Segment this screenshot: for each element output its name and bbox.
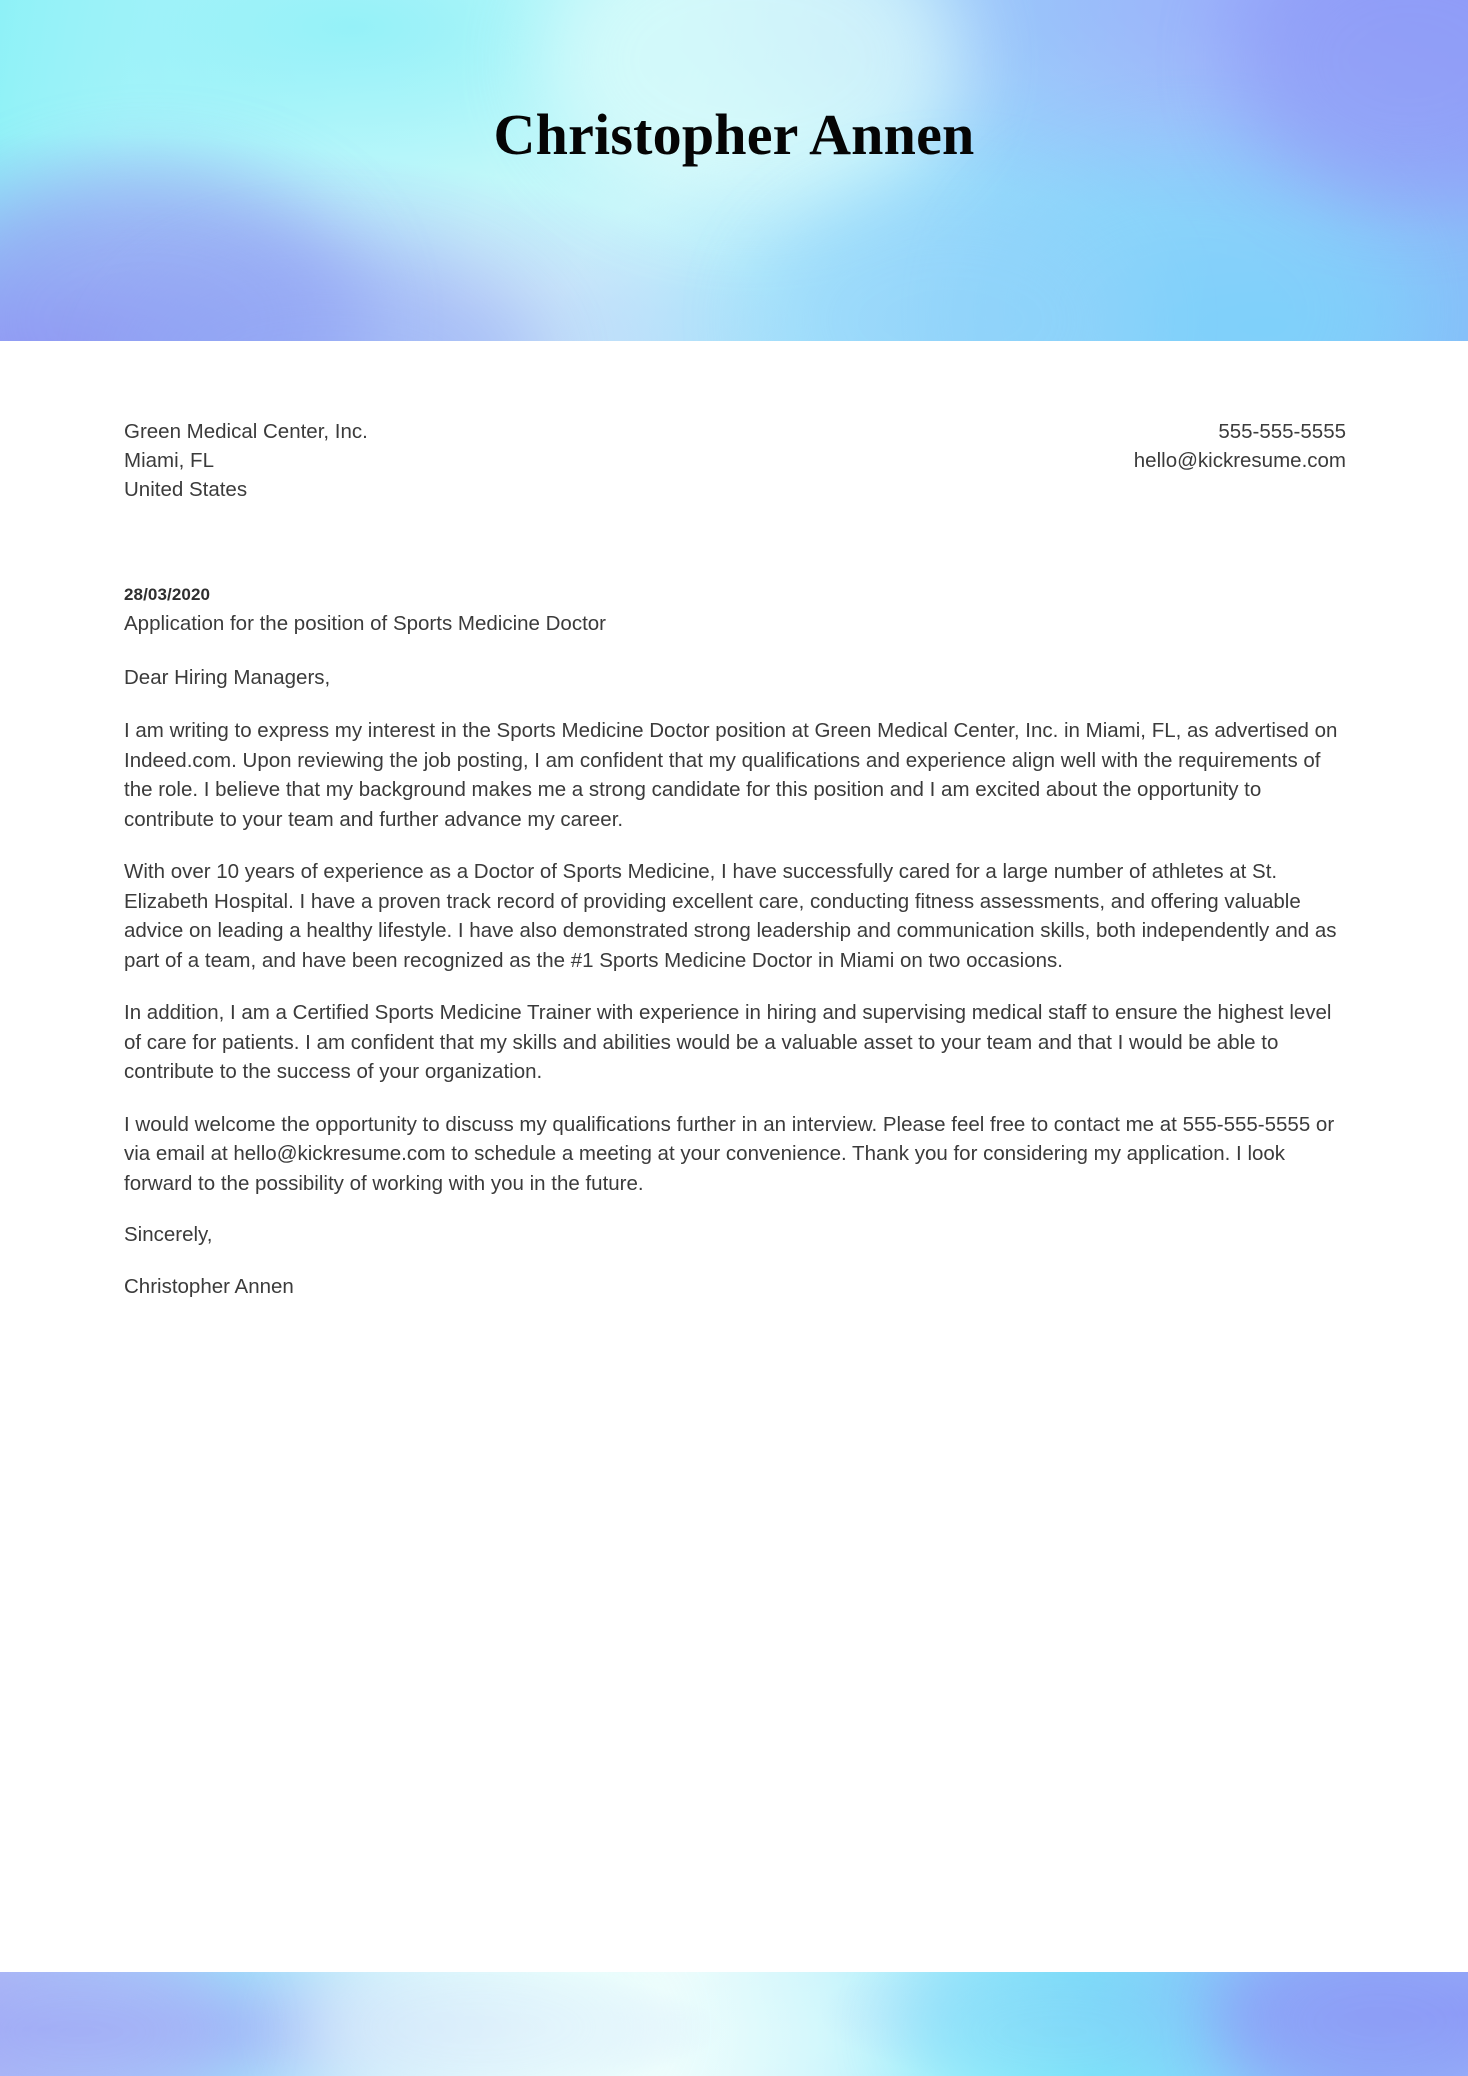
recipient-country: United States — [124, 478, 248, 501]
letter-body — [124, 341, 1346, 1302]
address-contact-row — [124, 417, 1346, 501]
letter-date: 28/03/2020 — [124, 585, 211, 604]
sender-contact-block — [1134, 417, 1346, 475]
letter-meta-block — [124, 583, 1346, 639]
letter-subject: Application for the position of Sports Medicine Doctor — [124, 612, 607, 635]
letter-signature: Christopher Annen — [124, 1275, 294, 1298]
gradient-blob — [900, 1972, 1220, 2076]
gradient-blob — [300, 1972, 660, 2076]
header-gradient-banner — [0, 0, 1468, 341]
applicant-name-title: Christopher Annen — [493, 102, 975, 167]
footer-gradient-banner — [0, 1972, 1468, 2076]
sender-email[interactable]: hello@kickresume.com — [1133, 449, 1346, 472]
recipient-company: Green Medical Center, Inc. — [124, 420, 368, 443]
recipient-city: Miami, FL — [124, 449, 214, 472]
letter-paragraph-4: I would welcome the opportunity to discuss my qualifications further in an interview. Please feel free to contact me at 555-555-5555 or via email at hello@kickresume.com to schedule a meeting at your convenience. Thank you for considering my application. I look forward to the possibility of working with you in the future. — [124, 1112, 1335, 1195]
gradient-blob — [0, 1972, 230, 2076]
letter-closing: Sincerely, — [124, 1223, 213, 1246]
letter-paragraph-3: In addition, I am a Certified Sports Medicine Trainer with experience in hiring and supervising medical staff to ensure the highest level of care for patients. I am confident that my skills and abilities would be a valuable asset to your team and that I would be able to contribute to the success of your organization. — [124, 1001, 1332, 1083]
letter-salutation: Dear Hiring Managers, — [124, 666, 331, 689]
sender-phone: 555-555-5555 — [1218, 420, 1346, 443]
letter-paragraph-2: With over 10 years of experience as a Doctor of Sports Medicine, I have successfully cared for a large number of athletes at St. Elizabeth Hospital. I have a proven track record of providing excellent care, conducting fitness assessments, and offering valuable advice on leading a healthy lifestyle. I have also demonstrated strong leadership and communication skills, both independently and as part of a team, and have been recognized as the #1 Sports Medicine Doctor in Miami on two occasions. — [124, 860, 1337, 972]
recipient-address-block — [124, 417, 368, 504]
letter-paragraph-1: I am writing to express my interest in the Sports Medicine Doctor position at Green Medical Center, Inc. in Miami, FL, as advertised on Indeed.com. Upon reviewing the job posting, I am confident that my qualifications and experience align well with the requirements of the role. I believe that my background makes me a strong candidate for this position and I am excited about the opportunity to contribute to your team and further advance my career. — [124, 719, 1338, 831]
gradient-blob — [1230, 1972, 1468, 2076]
